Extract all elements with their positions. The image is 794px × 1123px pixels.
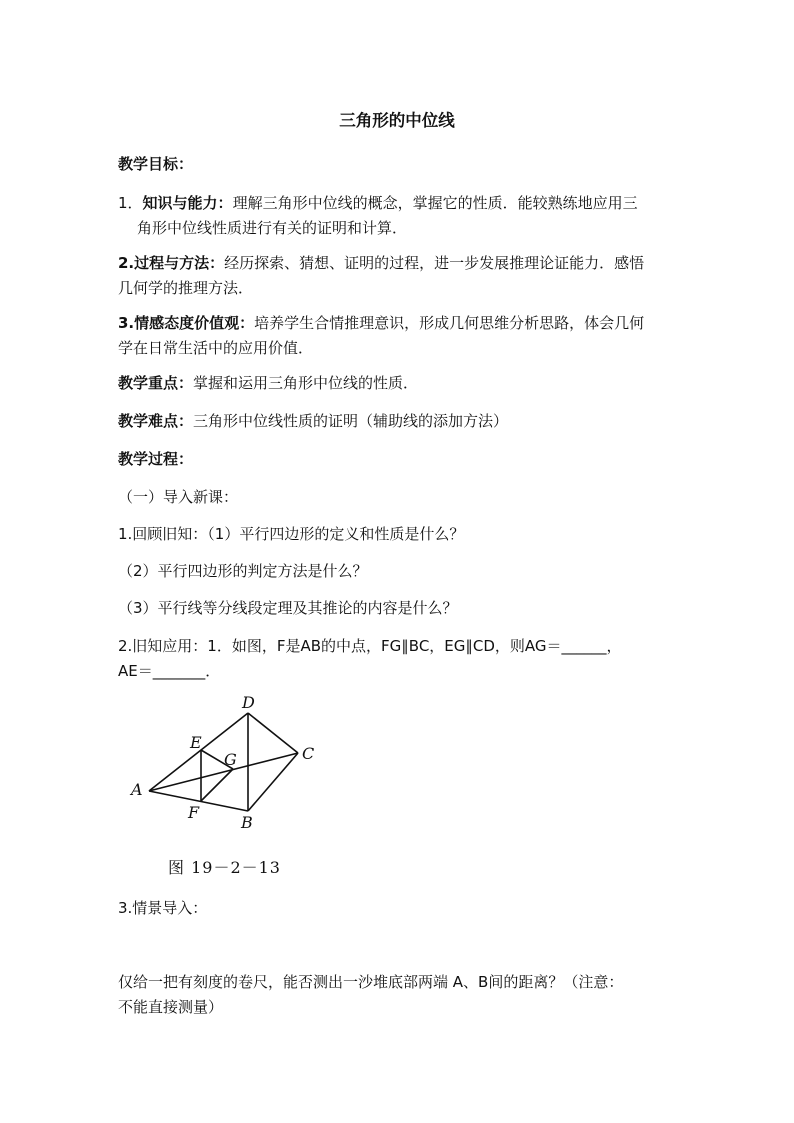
objectives-heading: 教学目标：: [118, 155, 194, 173]
review-question-3: （3）平行线等分线段定理及其推论的内容是什么？: [118, 599, 458, 617]
label-e: E: [190, 733, 202, 752]
objective-3-text: 培养学生合情推理意识，形成几何思维分析思路，体会几何: [254, 314, 645, 332]
objective-2-text: 经历探索、猜想、证明的过程，进一步发展推理论证能力．感悟: [224, 254, 645, 272]
difficulty-point: [118, 411, 508, 431]
objective-3-line-1: [118, 313, 644, 333]
objective-2-line-2: 几何学的推理方法．: [118, 279, 254, 297]
key-point-text: 掌握和运用三角形中位线的性质．: [193, 374, 419, 392]
key-point: [118, 373, 418, 393]
review-question-2: （2）平行四边形的判定方法是什么？: [118, 562, 368, 580]
label-b: B: [241, 813, 253, 832]
process-heading: 教学过程：: [118, 450, 194, 468]
objective-1-text: 理解三角形中位线的概念，掌握它的性质．能较熟练地应用三: [232, 194, 638, 212]
application-line-1: 2.旧知应用：1．如图，F是AB的中点，FG∥BC，EG∥CD，则AG＝______，: [118, 637, 622, 655]
label-g: G: [224, 750, 237, 769]
difficulty-label: 教学难点：: [118, 412, 194, 430]
difficulty-text: 三角形中位线性质的证明（辅助线的添加方法）: [193, 412, 509, 430]
objective-3-label: 3.情感态度价值观：: [118, 314, 255, 332]
review-question-1: 1.回顾旧知：（1）平行四边形的定义和性质是什么？: [118, 525, 465, 543]
label-f: F: [188, 803, 200, 822]
objective-1-number: 1．: [118, 194, 143, 212]
scenario-heading: 3.情景导入：: [118, 899, 208, 917]
segment-dc: [248, 713, 298, 753]
objective-1-line-1: [118, 193, 638, 213]
label-a: A: [131, 780, 143, 799]
scenario-line-1: 仅给一把有刻度的卷尺，能否测出一沙堆底部两端 A、B间的距离？（注意：: [118, 973, 624, 991]
objective-1-label: 知识与能力：: [142, 194, 233, 212]
objective-1-line-2: 角形中位线性质进行有关的证明和计算．: [137, 219, 408, 237]
scenario-line-2: 不能直接测量）: [118, 998, 224, 1016]
page-title: 三角形的中位线: [339, 111, 455, 130]
label-c: C: [302, 744, 315, 763]
objective-3-line-2: 学在日常生活中的应用价值．: [118, 339, 314, 357]
objective-2-line-1: [118, 253, 644, 273]
segment-cb: [248, 753, 298, 811]
objective-2-label: 2.过程与方法：: [118, 254, 225, 272]
section-intro: （一）导入新课：: [118, 488, 239, 506]
label-d: D: [242, 693, 255, 712]
application-line-2: AE＝_______．: [118, 662, 221, 680]
key-point-label: 教学重点：: [118, 374, 194, 392]
figure-caption: 图 19－2－13: [168, 858, 281, 877]
